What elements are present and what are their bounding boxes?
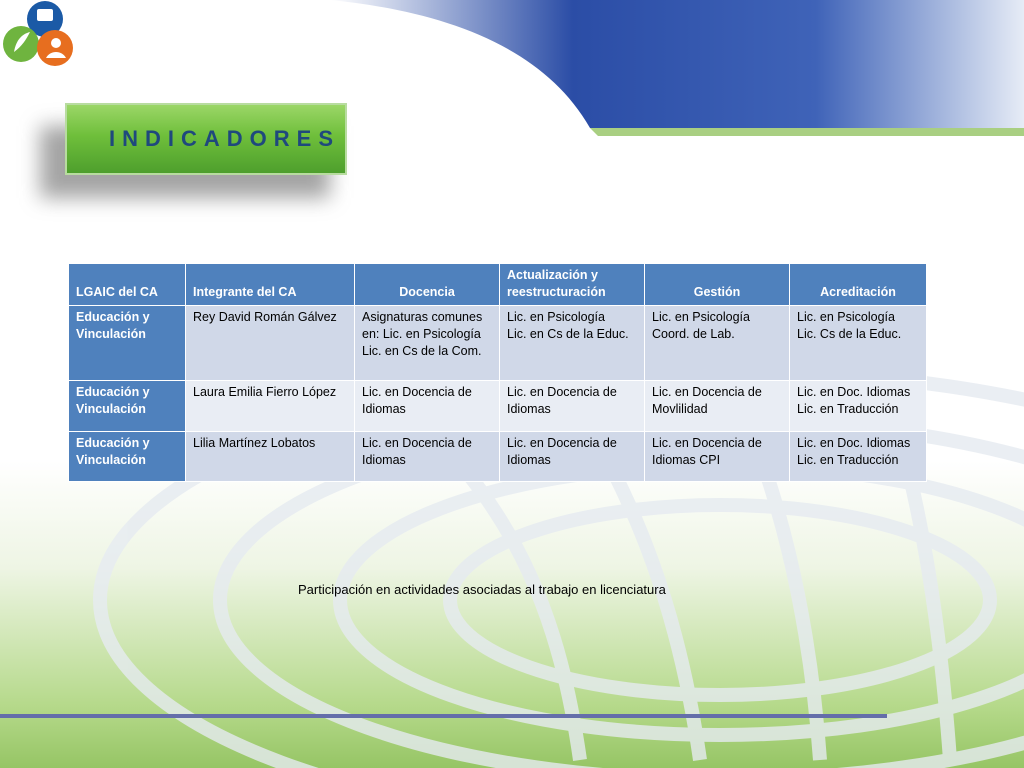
cell-line: Lic. en Docencia de	[507, 385, 617, 399]
cell-line: en: Lic. en Psicología	[362, 327, 481, 341]
cell-acreditacion	[790, 432, 927, 482]
indicators-table	[68, 263, 927, 482]
cell-line: Lic. en Psicología	[507, 310, 605, 324]
cell-line: Lic. en Doc. Idiomas	[797, 385, 911, 399]
cell-gestion	[645, 381, 790, 432]
cell-actualizacion	[500, 432, 645, 482]
cell-docencia	[355, 306, 500, 381]
cell-lgaic: Educación y Vinculación	[69, 432, 186, 482]
cell-gestion	[645, 432, 790, 482]
cell-actualizacion	[500, 306, 645, 381]
table-row	[69, 432, 927, 482]
cell-line: Lic. en Docencia de	[362, 385, 472, 399]
cell-line: Lic. en Docencia de	[652, 385, 762, 399]
cell-gestion	[645, 306, 790, 381]
logo-icon	[0, 0, 80, 72]
cell-line: Lic. en Traducción	[797, 453, 899, 467]
cell-line: Idiomas CPI	[652, 453, 721, 467]
cell-line: Lic. Cs de la Educ.	[797, 327, 902, 341]
cell-line: Lic. en Psicología	[652, 310, 750, 324]
cell-actualizacion	[500, 381, 645, 432]
cell-line: Lic. en Psicología	[797, 310, 895, 324]
cell-line: Lic. en Cs de la Com.	[362, 344, 482, 358]
cell-line: Asignaturas comunes	[362, 310, 483, 324]
cell-line: Lic. en Docencia de	[507, 436, 617, 450]
cell-line: Lic. en Cs de la Educ.	[507, 327, 629, 341]
cell-docencia	[355, 432, 500, 482]
cell-line: Lic. en Docencia de	[652, 436, 762, 450]
cell-integrante: Laura Emilia Fierro López	[186, 381, 355, 432]
cell-integrante: Lilia Martínez Lobatos	[186, 432, 355, 482]
cell-line: Lic. en Doc. Idiomas	[797, 436, 911, 450]
slide-title: INDICADORES	[109, 126, 341, 151]
cell-docencia	[355, 381, 500, 432]
cell-line: Lic. en Traducción	[797, 402, 899, 416]
cell-acreditacion	[790, 381, 927, 432]
cell-line: Movlilidad	[652, 402, 708, 416]
cell-line: Coord. de Lab.	[652, 327, 735, 341]
cell-lgaic: Educación y Vinculación	[69, 381, 186, 432]
header-actualizacion: Actualización y reestructuración	[500, 264, 645, 306]
bottom-divider	[0, 714, 887, 718]
header-acreditacion: Acreditación	[790, 264, 927, 306]
cell-integrante: Rey David Román Gálvez	[186, 306, 355, 381]
header-docencia: Docencia	[355, 264, 500, 306]
header-lgaic: LGAIC del CA	[69, 264, 186, 306]
cell-line: Lic. en Docencia de	[362, 436, 472, 450]
slide-caption: Participación en actividades asociadas al trabajo en licenciatura	[298, 582, 666, 597]
table-row	[69, 306, 927, 381]
cell-line: Idiomas	[507, 453, 551, 467]
title-box	[65, 103, 347, 175]
cell-line: Idiomas	[362, 402, 406, 416]
cell-line: Idiomas	[507, 402, 551, 416]
table-header-row	[69, 264, 927, 306]
cell-line: Idiomas	[362, 453, 406, 467]
cell-lgaic: Educación y Vinculación	[69, 306, 186, 381]
table-row	[69, 381, 927, 432]
cell-acreditacion	[790, 306, 927, 381]
header-integrante: Integrante del CA	[186, 264, 355, 306]
header-gestion: Gestión	[645, 264, 790, 306]
